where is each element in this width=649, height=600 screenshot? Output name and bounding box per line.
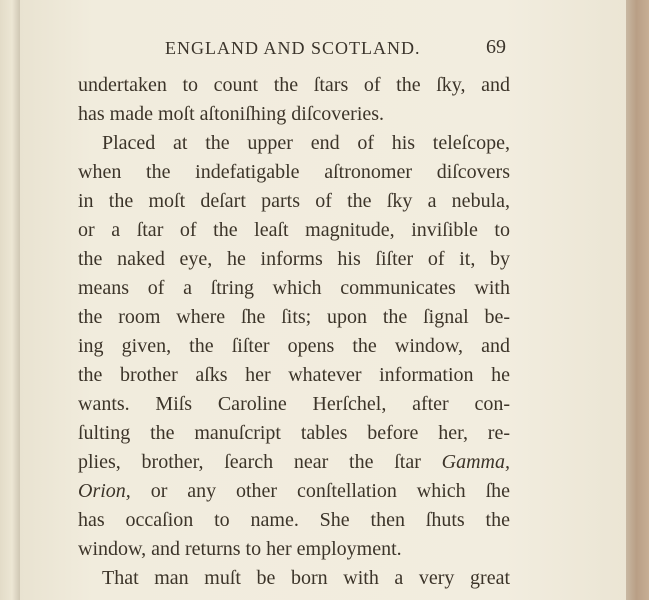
book-cover-edge bbox=[626, 0, 649, 600]
text-line bbox=[78, 448, 510, 477]
body-text bbox=[78, 71, 510, 593]
text-line: wants. Miſs Caroline Herſchel, after con- bbox=[78, 393, 510, 415]
text-line: ſulting the manuſcript tables before her, re- bbox=[78, 422, 510, 444]
italic-constellation-name: Orion, bbox=[78, 480, 131, 502]
facing-page-edge bbox=[0, 0, 20, 600]
text-segment: or any other conſtellation which ſhe bbox=[150, 480, 511, 502]
text-line: has occaſion to name. She then ſhuts the bbox=[78, 509, 510, 531]
text-line: means of a ſtring which communicates with bbox=[78, 277, 510, 299]
italic-star-name: Gamma, bbox=[441, 451, 510, 473]
text-line: the naked eye, he informs his ſiſter of it, by bbox=[78, 248, 510, 270]
text-segment: plies, brother, ſearch near the ſtar bbox=[78, 451, 421, 473]
text-line: window, and returns to her employment. bbox=[78, 538, 402, 560]
text-line: when the indefatigable aſtronomer diſcovers bbox=[78, 161, 510, 183]
text-line: or a ſtar of the leaſt magnitude, inviſible to bbox=[78, 219, 510, 241]
text-line bbox=[78, 477, 510, 506]
text-line: undertaken to count the ſtars of the ſky, and bbox=[78, 74, 510, 96]
text-line: the room where ſhe ſits; upon the ſignal be- bbox=[78, 306, 510, 328]
text-line: the brother aſks her whatever information he bbox=[78, 364, 510, 386]
text-line: Placed at the upper end of his teleſcope, bbox=[102, 132, 510, 154]
text-line: has made moſt aſtoniſhing diſcoveries. bbox=[78, 103, 385, 125]
running-head: ENGLAND AND SCOTLAND. bbox=[165, 38, 421, 58]
text-line: That man muſt be born with a very great bbox=[102, 567, 510, 589]
text-line: in the moſt deſart parts of the ſky a nebula, bbox=[78, 190, 510, 212]
text-line: ing given, the ſiſter opens the window, and bbox=[78, 335, 510, 357]
page-number: 69 bbox=[486, 36, 506, 58]
